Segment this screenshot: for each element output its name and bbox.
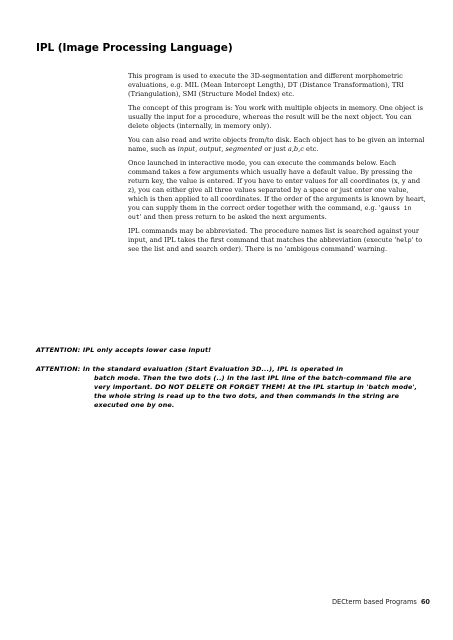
paragraph-purpose: This program is used to execute the 3D-segmentation and different morphometric evaluations, e.g. MIL (Mean Intercept Length), DT (Distance Transformation), TRI (Triangulation), SMI (Structure Model Index) etc. — [128, 72, 404, 98]
text-run: , — [195, 145, 200, 153]
example-name-segmented: segmented — [225, 145, 263, 153]
code-example-help: help — [396, 236, 412, 244]
page-number: 60 — [420, 598, 430, 606]
paragraph-disk-io — [128, 136, 428, 154]
footer-section-title: DECterm based Programs — [331, 598, 417, 606]
paragraph-interactive-mode — [128, 159, 428, 222]
text-run: Once launched in interactive mode, you can execute the commands below. Each command takes a few arguments which usually have a default value. By pressing the return key, the value is entered. If you have to enter values for all coordinates (x, y and z), you can either give all three values separated by a space or just enter one value, which is then applied to all coordinates. If the order of the arguments is known by heart, you can supply them in the correct order together with the command, e.g. ' — [128, 159, 426, 212]
paragraph-concept: The concept of this program is: You work with multiple objects in memory. One object is usually the input for a procedure, whereas the result will be the next object. You can delete objects (internally, in memory only). — [128, 104, 423, 130]
text-run: ' to see the list and and search order). There is no 'ambigous command' warning. — [128, 236, 423, 253]
text-run: ' and then press return to be asked the next arguments. — [139, 213, 327, 221]
example-name-abc: a,b,c — [287, 145, 304, 153]
paragraph-abbreviation — [128, 227, 428, 254]
body-text — [128, 72, 428, 259]
section-heading: IPL (Image Processing Language) — [36, 42, 233, 54]
text-run: You can also read and write objects from/to disk. Each object has to be given an internal name, such as — [128, 136, 425, 153]
page-footer — [332, 598, 430, 606]
attention-lowercase: ATTENTION: IPL only accepts lower case input! — [36, 346, 212, 354]
code-example-gauss: gauss in out — [128, 204, 412, 221]
text-run: IPL commands may be abbreviated. The procedure names list is searched against your input, and IPL takes the first command that matches the abbreviation (execute ' — [128, 227, 420, 244]
text-run: or just — [262, 145, 288, 153]
example-name-output: output — [199, 145, 222, 153]
example-name-input: input — [177, 145, 196, 153]
text-run: , — [221, 145, 226, 153]
attention-batch-first-line: ATTENTION: In the standard evaluation (Start Evaluation 3D...), IPL is operated in — [36, 365, 344, 373]
attention-batch-continuation: batch mode. Then the two dots (..) in the last IPL line of the batch-command file are very important. DO NOT DELETE OR FORGET THEM! At the IPL startup in 'batch mode', the whole string is read up to the two dots, and then commands in the string are executed one by one. — [94, 374, 418, 409]
text-run: etc. — [303, 145, 319, 153]
attention-batch-mode — [36, 365, 426, 410]
